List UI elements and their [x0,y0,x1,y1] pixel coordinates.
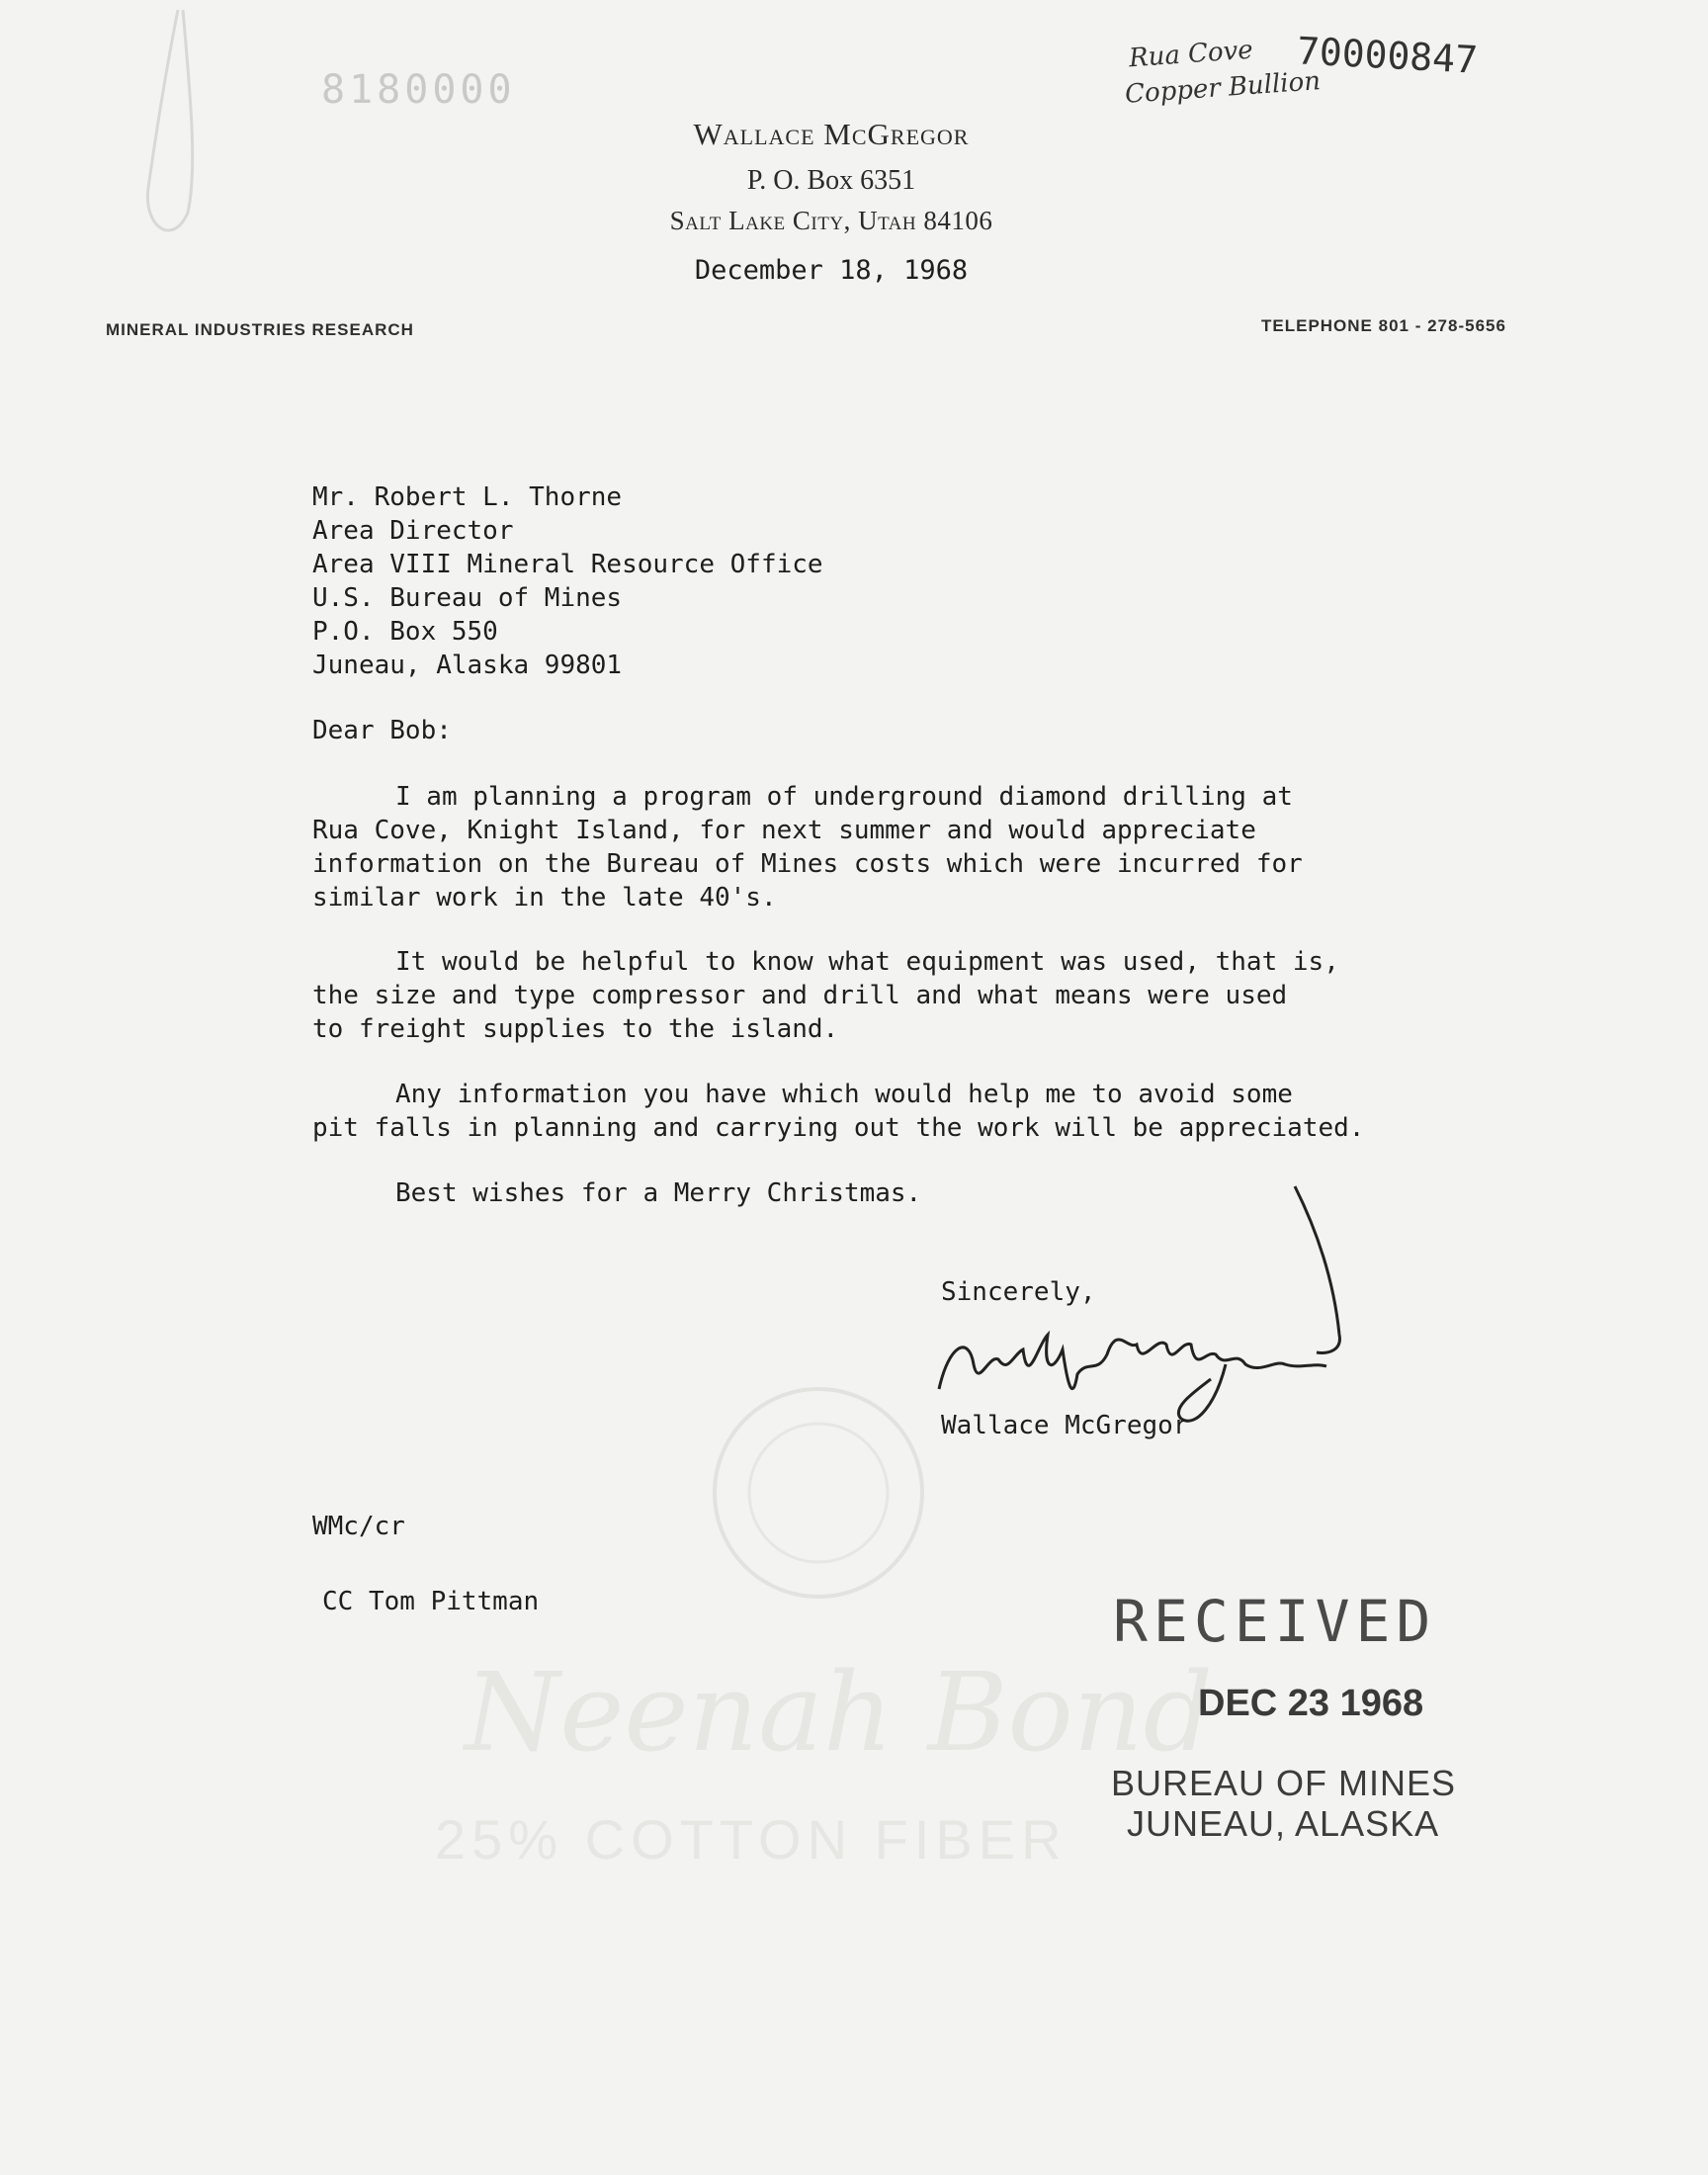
paragraph-line: similar work in the late 40's. [312,883,777,913]
paragraph-line: I am planning a program of underground diamond drilling at [395,782,1293,812]
paragraph-line: pit falls in planning and carrying out the work will be appreciated. [312,1113,1365,1143]
paragraph [312,780,1303,914]
letterhead-city: Salt Lake City, Utah 84106 [669,206,993,235]
paragraph-line: Any information you have which would help me to avoid some [395,1080,1293,1109]
address-line: U.S. Bureau of Mines [312,583,623,613]
paragraph-line: information on the Bureau of Mines costs which were incurred for [312,849,1303,879]
address-line: Juneau, Alaska 99801 [312,651,623,680]
salutation: Dear Bob: [312,716,452,745]
letterhead-name: Wallace McGregor [693,117,970,151]
handwritten-note-line: Copper Bullion [1124,66,1322,110]
stamped-number: 8180000 [321,67,516,113]
carbon-copy: CC Tom Pittman [322,1587,540,1616]
received-stamp-word: RECEIVED [1113,1588,1437,1655]
received-stamp-location: JUNEAU, ALASKA [1127,1803,1440,1844]
paragraph [312,945,1339,1046]
received-stamp [1113,1588,1436,1655]
letterhead-box: P. O. Box 6351 [746,165,916,196]
letterhead-subheading: MINERAL INDUSTRIES RESEARCH [106,320,414,339]
address-line: P.O. Box 550 [312,617,498,647]
letter-date: December 18, 1968 [694,255,969,286]
paragraph-line: the size and type compressor and drill and what means were used [312,981,1288,1010]
received-stamp-org: BUREAU OF MINES [1111,1763,1457,1803]
address-line: Area Director [312,516,514,546]
paragraph-line: It would be helpful to know what equipment was used, that is, [395,947,1339,977]
handwritten-signature [929,1176,1404,1443]
address-line: Mr. Robert L. Thorne [312,482,623,512]
paragraph-line: Best wishes for a Merry Christmas. [395,1178,922,1208]
closing: Sincerely, [941,1277,1096,1307]
typist-initials: WMc/cr [312,1512,405,1541]
paragraph [312,1176,921,1210]
svg-text:Neenah Bond: Neenah Bond [465,1649,1214,1776]
letterhead-telephone: TELEPHONE 801 - 278-5656 [1261,316,1506,335]
paragraph-line: to freight supplies to the island. [312,1014,839,1044]
file-number: 70000847 [1295,29,1480,82]
handwritten-note-line: Rua Cove [1128,35,1254,74]
address-line: Area VIII Mineral Resource Office [312,550,823,579]
paragraph-line: Rua Cove, Knight Island, for next summer and would appreciate [312,816,1256,845]
recipient-address [312,480,823,682]
signer-name: Wallace McGregor [941,1411,1189,1440]
paragraph [312,1078,1364,1145]
svg-text:25% COTTON FIBER: 25% COTTON FIBER [435,1808,1068,1870]
received-stamp-date: DEC 23 1968 [1198,1683,1424,1724]
